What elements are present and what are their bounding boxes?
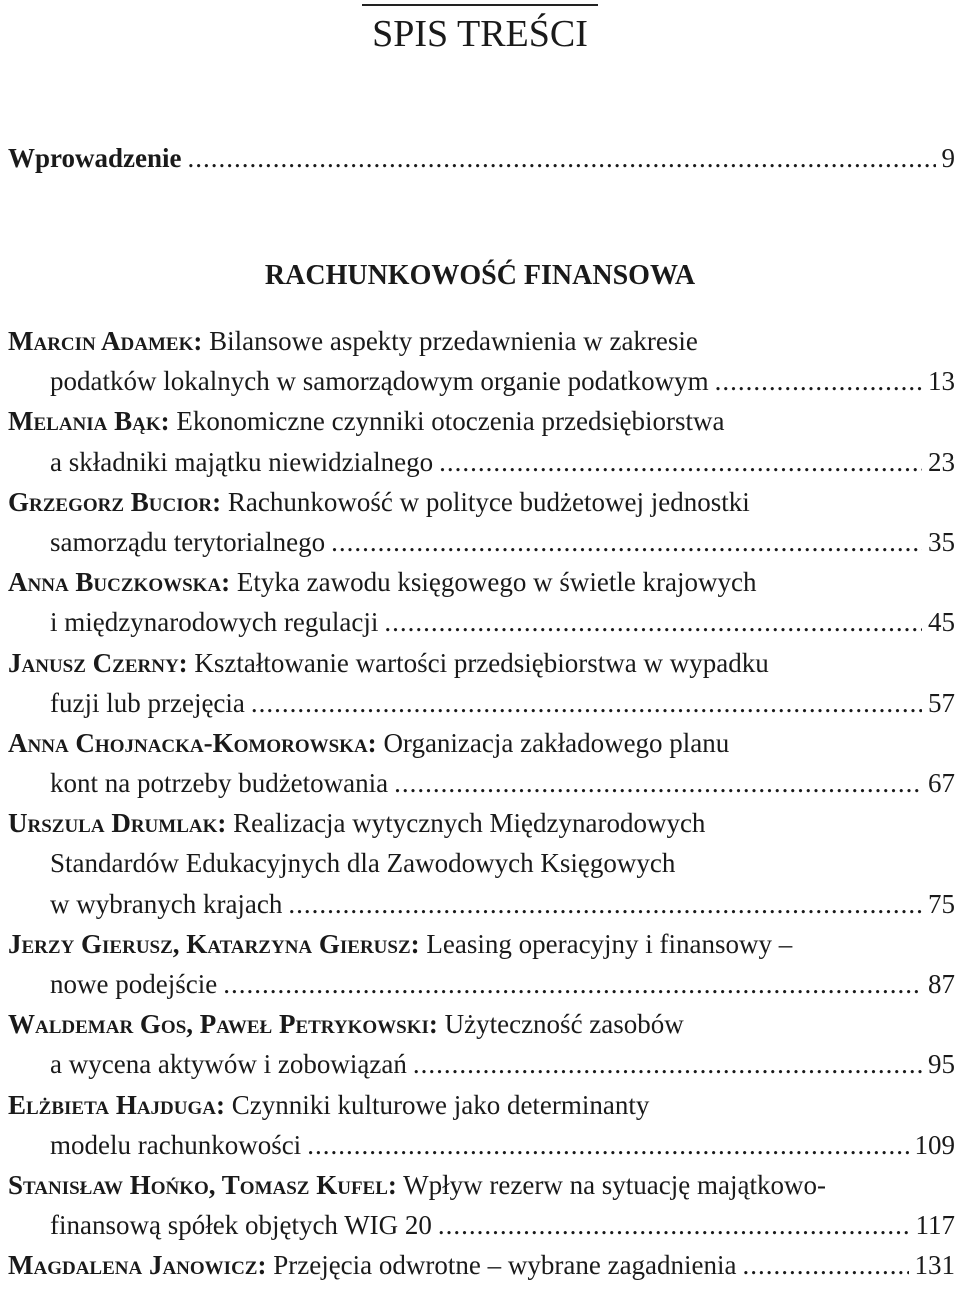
entry-title-end: finansową spółek objętych WIG 20 bbox=[50, 1210, 432, 1241]
entry-title-end: modelu rachunkowości bbox=[50, 1129, 302, 1160]
page-number: 109 bbox=[914, 1129, 955, 1160]
entry-last-line bbox=[8, 884, 955, 924]
toc-entry[interactable] bbox=[8, 1165, 955, 1245]
toc-entry[interactable] bbox=[8, 1085, 955, 1165]
entry-first-line bbox=[8, 643, 955, 683]
entry-authors: Stanisław Hońko, Tomasz Kufel: bbox=[8, 1169, 397, 1200]
toc-entry[interactable] bbox=[8, 1004, 955, 1084]
dot-leader bbox=[743, 1245, 909, 1285]
entry-last-line bbox=[8, 1205, 955, 1245]
entry-title-start: Ekonomiczne czynniki otoczenia przedsiębiorstwa bbox=[169, 406, 725, 437]
entry-title-end: kont na potrzeby budżetowania bbox=[50, 768, 389, 799]
entry-title-end: i międzynarodowych regulacji bbox=[50, 607, 379, 638]
dot-leader bbox=[251, 683, 922, 723]
dot-leader bbox=[223, 964, 922, 1004]
toc-entry[interactable] bbox=[8, 723, 955, 803]
entry-single-line bbox=[8, 1245, 955, 1285]
dot-leader bbox=[413, 1044, 922, 1084]
dot-leader bbox=[715, 361, 922, 401]
entry-authors: Janusz Czerny: bbox=[8, 647, 188, 678]
entry-authors: Anna Buczkowska: bbox=[8, 567, 231, 598]
entry-authors: Melania Bąk: bbox=[8, 406, 170, 437]
entry-authors: Jerzy Gierusz, Katarzyna Gierusz: bbox=[8, 928, 420, 959]
introduction-label: Wprowadzenie bbox=[8, 143, 182, 173]
entry-authors: Urszula Drumlak: bbox=[8, 808, 227, 839]
entry-last-line bbox=[8, 1125, 955, 1165]
section-heading: RACHUNKOWOŚĆ FINANSOWA bbox=[264, 260, 696, 291]
page-number: 75 bbox=[928, 888, 955, 919]
entry-title-start: Organizacja zakładowego planu bbox=[376, 727, 730, 758]
entry-title-start: Użyteczność zasobów bbox=[437, 1009, 684, 1040]
entry-authors: Anna Chojnacka-Komorowska: bbox=[8, 727, 377, 758]
page-number: 95 bbox=[928, 1049, 955, 1080]
page-title: SPIS TREŚCI bbox=[372, 13, 588, 55]
entry-last-line bbox=[8, 1044, 955, 1084]
entry-title-end: nowe podejście bbox=[50, 969, 218, 999]
page-number: 35 bbox=[928, 526, 955, 557]
entry-first-line bbox=[8, 924, 955, 964]
entry-first-line bbox=[8, 401, 955, 441]
toc-entry[interactable] bbox=[8, 803, 955, 924]
entry-title-end: a wycena aktywów i zobowiązań bbox=[50, 1049, 407, 1080]
toc-entry[interactable] bbox=[8, 321, 955, 401]
entry-title-continuation: Standardów Edukacyjnych dla Zawodowych Księgowych bbox=[50, 848, 676, 879]
page-number: 117 bbox=[915, 1210, 955, 1241]
toc-entry[interactable] bbox=[8, 482, 955, 562]
entry-authors: Elżbieta Hajduga: bbox=[8, 1089, 225, 1120]
dot-leader bbox=[394, 763, 922, 803]
entry-title-end: podatków lokalnych w samorządowym organie podatkowym bbox=[50, 366, 709, 397]
dot-leader bbox=[438, 1205, 910, 1245]
toc-entry[interactable] bbox=[8, 643, 955, 723]
entry-first-line bbox=[8, 723, 955, 763]
entry-title-start: Kształtowanie wartości przedsiębiorstwa w wypadku bbox=[187, 647, 769, 678]
page-number: 87 bbox=[928, 969, 955, 999]
page-number: 45 bbox=[928, 607, 955, 638]
entry-last-line bbox=[8, 763, 955, 803]
dot-leader bbox=[331, 522, 922, 562]
entry-title-end: samorządu terytorialnego bbox=[50, 526, 326, 557]
page-number: 9 bbox=[941, 143, 955, 173]
entry-title-end: w wybranych krajach bbox=[50, 888, 283, 919]
entry-authors: Grzegorz Bucior: bbox=[8, 486, 222, 517]
page-number: 67 bbox=[928, 768, 955, 799]
toc-entry[interactable] bbox=[8, 562, 955, 642]
entry-first-line bbox=[8, 562, 955, 602]
page-number: 13 bbox=[928, 366, 955, 397]
dot-leader bbox=[288, 884, 922, 924]
page-number: 23 bbox=[928, 446, 955, 477]
toc-entry-introduction[interactable] bbox=[8, 138, 955, 178]
entry-authors: Magdalena Janowicz: bbox=[8, 1250, 267, 1281]
entry-first-line bbox=[8, 482, 955, 522]
entry-last-line bbox=[8, 964, 955, 1004]
entry-title-start: Rachunkowość w polityce budżetowej jednostki bbox=[221, 486, 750, 517]
entry-first-line bbox=[8, 1004, 955, 1044]
entry-title-start: Czynniki kulturowe jako determinanty bbox=[224, 1089, 650, 1120]
entry-first-line bbox=[8, 1165, 955, 1205]
entry-last-line bbox=[8, 361, 955, 401]
entry-first-line bbox=[8, 803, 955, 843]
entry-title-start: Realizacja wytycznych Międzynarodowych bbox=[226, 808, 706, 839]
entry-title-start: Bilansowe aspekty przedawnienia w zakresie bbox=[202, 326, 698, 356]
toc-entry[interactable] bbox=[8, 401, 955, 481]
entry-last-line bbox=[8, 683, 955, 723]
entry-title-end: Przejęcia odwrotne – wybrane zagadnienia bbox=[266, 1250, 737, 1281]
entry-title-end: fuzji lub przejęcia bbox=[50, 687, 245, 718]
entry-authors: Waldemar Gos, Paweł Petrykowski: bbox=[8, 1009, 438, 1040]
entry-authors: Marcin Adamek: bbox=[8, 326, 203, 356]
entry-title-start: Etyka zawodu księgowego w świetle krajowych bbox=[230, 567, 757, 598]
dot-leader bbox=[188, 138, 936, 178]
table-of-contents bbox=[8, 321, 955, 1286]
entry-title-end: a składniki majątku niewidzialnego bbox=[50, 446, 434, 477]
dot-leader bbox=[307, 1125, 908, 1165]
page-number: 131 bbox=[914, 1250, 955, 1281]
dot-leader bbox=[384, 602, 922, 642]
entry-last-line bbox=[8, 442, 955, 482]
toc-entry[interactable] bbox=[8, 1245, 955, 1285]
toc-entry[interactable] bbox=[8, 924, 955, 1004]
page-number: 57 bbox=[928, 687, 955, 718]
entry-title-start: Leasing operacyjny i finansowy – bbox=[419, 928, 793, 959]
entry-first-line bbox=[8, 321, 955, 361]
entry-last-line bbox=[8, 602, 955, 642]
entry-first-line bbox=[8, 1085, 955, 1125]
entry-last-line bbox=[8, 522, 955, 562]
entry-title-start: Wpływ rezerw na sytuację majątkowo- bbox=[396, 1169, 826, 1200]
dot-leader bbox=[439, 442, 922, 482]
